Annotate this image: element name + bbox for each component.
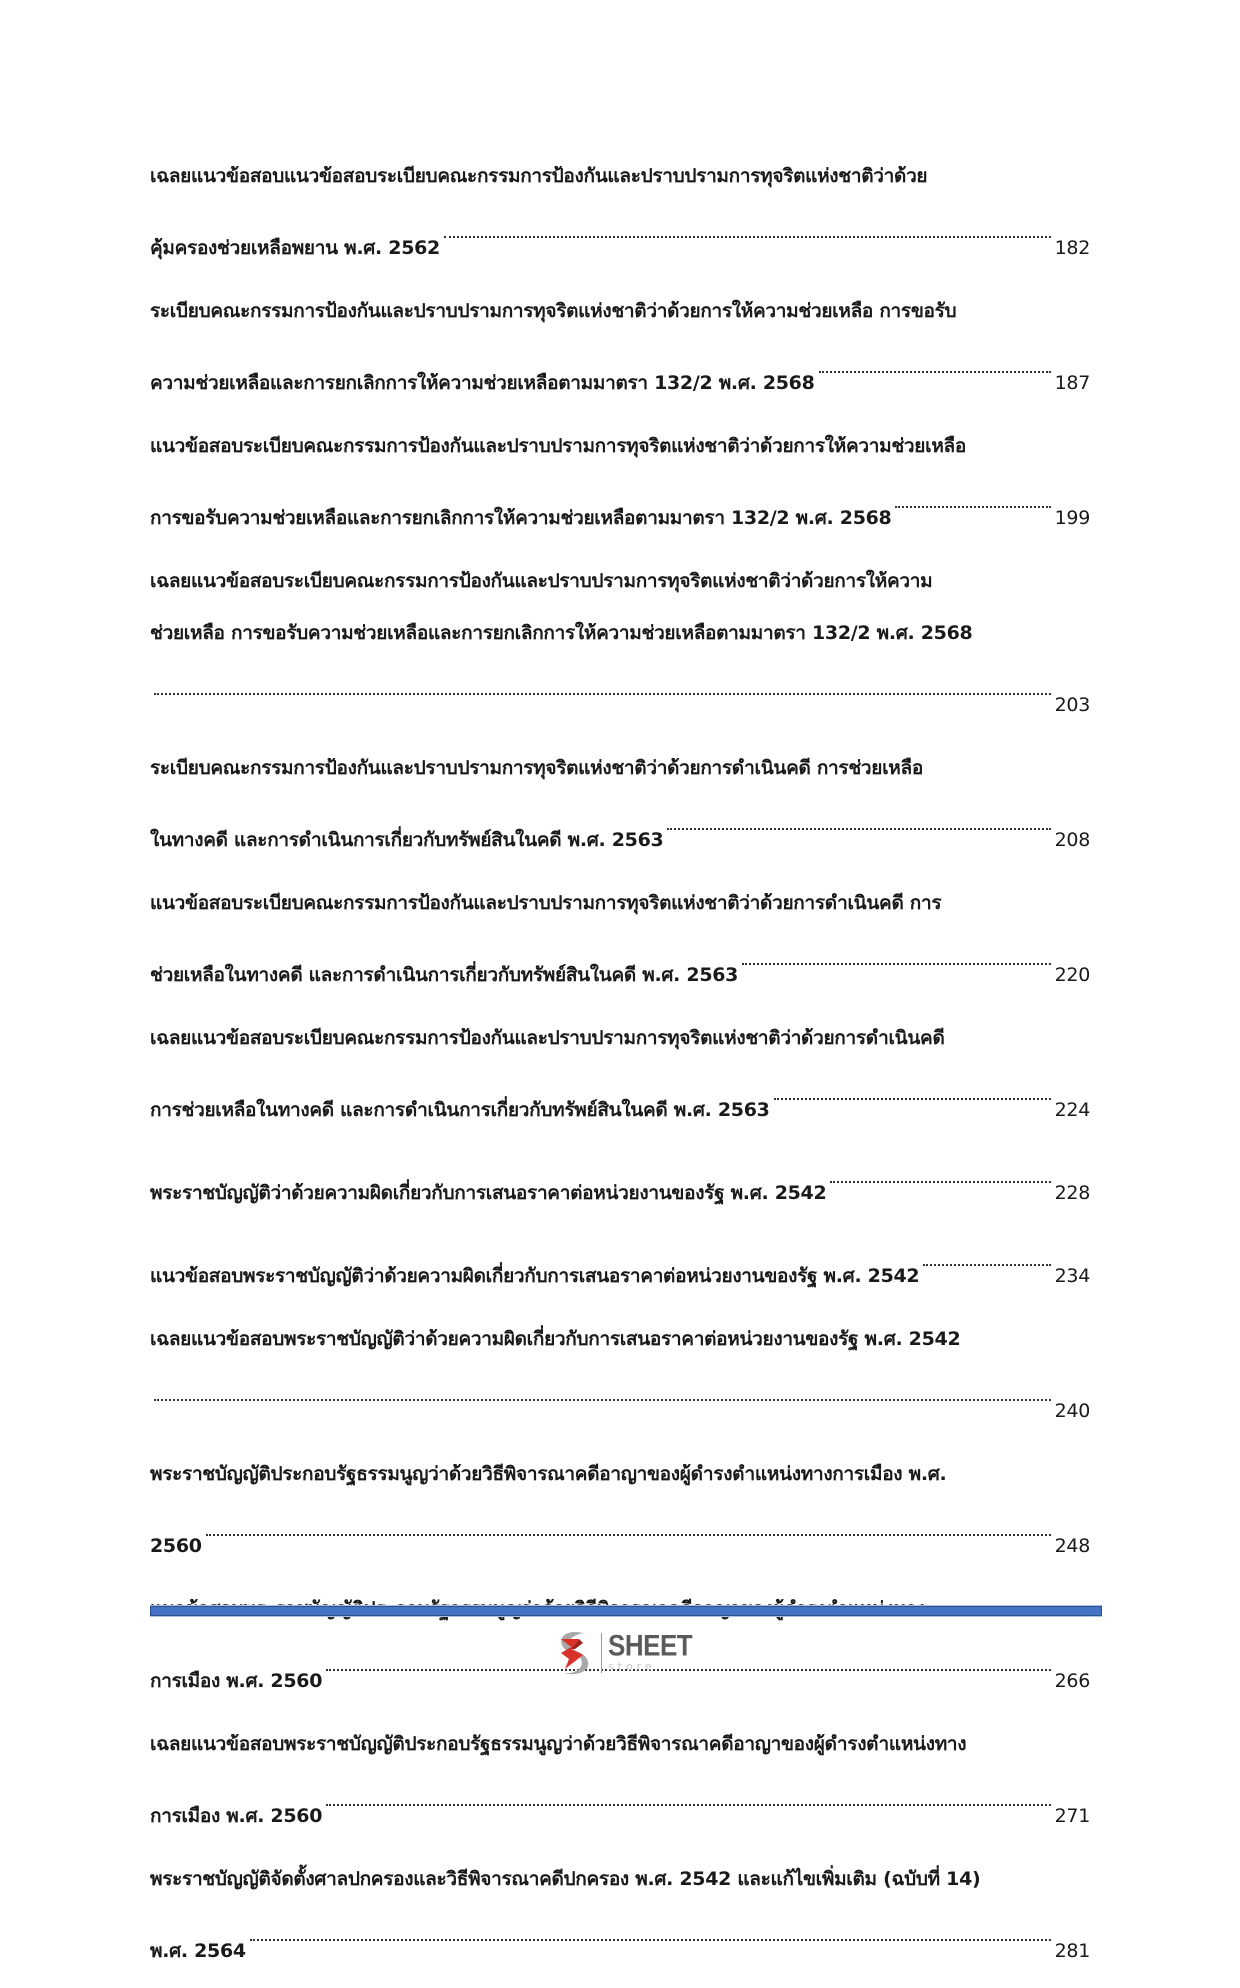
toc-entry-title-line: 2560 xyxy=(150,1535,202,1557)
toc-page-number: 228 xyxy=(1054,1182,1090,1204)
toc-entry[interactable] xyxy=(150,420,1090,529)
toc-entry-title-line: ระเบียบคณะกรรมการป้องกันและปราบปรามการทุจริตแห่งชาติว่าด้วยการให้ความช่วยเหลือ การขอรับ xyxy=(150,300,957,322)
toc-entry-last-line xyxy=(150,1365,1090,1422)
footer-divider-bar xyxy=(150,1606,1102,1616)
toc-page-number: 182 xyxy=(1054,237,1090,259)
toc-entry-last-line xyxy=(150,659,1090,716)
dot-leader xyxy=(326,1770,1051,1822)
toc-entry-title-line: เฉลยแนวข้อสอบระเบียบคณะกรรมการป้องกันและปราบปรามการทุจริตแห่งชาติว่าด้วยการดำเนินคดี xyxy=(150,1027,945,1049)
toc-entry-title-line: คุ้มครองช่วยเหลือพยาน พ.ศ. 2562 xyxy=(150,237,440,259)
toc-entry[interactable] xyxy=(150,1313,1090,1422)
toc-entry-title-line: ช่วยเหลือ การขอรับความช่วยเหลือและการยกเลิกการให้ความช่วยเหลือตามมาตรา 132/2 พ.ศ. 2568 xyxy=(150,622,973,644)
toc-entry[interactable] xyxy=(150,150,1090,259)
toc-entry-title-line: พ.ศ. 2564 xyxy=(150,1940,246,1962)
toc-page-number: 224 xyxy=(1054,1099,1090,1121)
toc-entry-title-line: พระราชบัญญัติประกอบรัฐธรรมนูญว่าด้วยวิธีพิจารณาคดีอาญาของผู้ดำรงตำแหน่งทางการเมือง พ.ศ. xyxy=(150,1463,947,1485)
toc-entry-title-line: พระราชบัญญัติจัดตั้งศาลปกครองและวิธีพิจารณาคดีปกครอง พ.ศ. 2542 และแก้ไขเพิ่มเติม (ฉบับที่ 14) xyxy=(150,1868,981,1890)
dot-leader xyxy=(830,1147,1050,1199)
toc-entry[interactable] xyxy=(150,1448,1090,1557)
toc-entry-last-line xyxy=(150,1230,1090,1287)
toc-entry[interactable] xyxy=(150,1012,1090,1121)
toc-entry-title-line: แนวข้อสอบพระราชบัญญัติว่าด้วยความผิดเกี่ยวกับการเสนอราคาต่อหน่วยงานของรัฐ พ.ศ. 2542 xyxy=(150,1265,920,1287)
toc-entry[interactable] xyxy=(150,285,1090,394)
sheet-store-logo xyxy=(553,1628,692,1678)
toc-entry[interactable] xyxy=(150,1147,1090,1204)
toc-entry-title-line: ความช่วยเหลือและการยกเลิกการให้ความช่วยเหลือตามมาตรา 132/2 พ.ศ. 2568 xyxy=(150,372,815,394)
dot-leader xyxy=(923,1230,1050,1282)
toc-entry-last-line xyxy=(150,472,1090,529)
dot-leader xyxy=(774,1064,1051,1116)
toc-entry-title-line: ในทางคดี และการดำเนินการเกี่ยวกับทรัพย์สินในคดี พ.ศ. 2563 xyxy=(150,829,664,851)
dot-leader xyxy=(742,929,1051,981)
toc-entry[interactable] xyxy=(150,555,1090,716)
toc-entry-last-line xyxy=(150,794,1090,851)
toc-entry-title-line: แนวข้อสอบระเบียบคณะกรรมการป้องกันและปราบปรามการทุจริตแห่งชาติว่าด้วยการดำเนินคดี การ xyxy=(150,892,942,914)
toc-page-number: 281 xyxy=(1054,1940,1090,1962)
toc-entry-title-line: เฉลยแนวข้อสอบแนวข้อสอบระเบียบคณะกรรมการป้องกันและปราบปรามการทุจริตแห่งชาติว่าด้วย xyxy=(150,165,928,187)
dot-leader xyxy=(444,202,1051,254)
dot-leader xyxy=(895,472,1050,524)
toc-entry[interactable] xyxy=(150,742,1090,851)
toc-page-number: 248 xyxy=(1054,1535,1090,1557)
toc-entry-last-line xyxy=(150,202,1090,259)
toc-entry-title-line: การเมือง พ.ศ. 2560 xyxy=(150,1670,323,1692)
toc-page-number: 187 xyxy=(1054,372,1090,394)
toc-entry-last-line xyxy=(150,1500,1090,1557)
toc-entry-title-line: เฉลยแนวข้อสอบพระราชบัญญัติว่าด้วยความผิดเกี่ยวกับการเสนอราคาต่อหน่วยงานของรัฐ พ.ศ. 2542 xyxy=(150,1328,961,1350)
toc-entry-last-line xyxy=(150,929,1090,986)
toc-page-number: 240 xyxy=(1054,1400,1090,1422)
logo-sub-text: store xyxy=(608,1660,656,1673)
dot-leader xyxy=(154,659,1051,711)
toc-entry[interactable] xyxy=(150,1230,1090,1287)
toc-entry[interactable] xyxy=(150,1718,1090,1827)
toc-entry-last-line xyxy=(150,1064,1090,1121)
toc-entry-title-line: เฉลยแนวข้อสอบระเบียบคณะกรรมการป้องกันและปราบปรามการทุจริตแห่งชาติว่าด้วยการให้ความ xyxy=(150,570,933,592)
toc-entry[interactable] xyxy=(150,1853,1090,1962)
toc-entry-title-line: ช่วยเหลือในทางคดี และการดำเนินการเกี่ยวกับทรัพย์สินในคดี พ.ศ. 2563 xyxy=(150,964,739,986)
toc-page-number: 199 xyxy=(1054,507,1090,529)
s-logo-icon xyxy=(553,1629,597,1677)
dot-leader xyxy=(250,1905,1051,1957)
table-of-contents xyxy=(150,150,1090,1988)
toc-entry-title-line: ระเบียบคณะกรรมการป้องกันและปราบปรามการทุจริตแห่งชาติว่าด้วยการดำเนินคดี การช่วยเหลือ xyxy=(150,757,923,779)
toc-entry-last-line xyxy=(150,1905,1090,1962)
toc-entry-last-line xyxy=(150,1770,1090,1827)
toc-entry-title-line: การเมือง พ.ศ. 2560 xyxy=(150,1805,323,1827)
toc-page-number: 208 xyxy=(1054,829,1090,851)
toc-page-number: 271 xyxy=(1054,1805,1090,1827)
toc-entry-title-line: เฉลยแนวข้อสอบพระราชบัญญัติประกอบรัฐธรรมนูญว่าด้วยวิธีพิจารณาคดีอาญาของผู้ดำรงตำแหน่งทาง xyxy=(150,1733,967,1755)
toc-entry-last-line xyxy=(150,1147,1090,1204)
toc-entry-title-line: การขอรับความช่วยเหลือและการยกเลิกการให้ความช่วยเหลือตามมาตรา 132/2 พ.ศ. 2568 xyxy=(150,507,892,529)
dot-leader xyxy=(819,337,1051,389)
toc-entry[interactable] xyxy=(150,877,1090,986)
toc-entry-title-line: การช่วยเหลือในทางคดี และการดำเนินการเกี่ยวกับทรัพย์สินในคดี พ.ศ. 2563 xyxy=(150,1099,770,1121)
toc-page-number: 266 xyxy=(1054,1670,1090,1692)
toc-page-number: 220 xyxy=(1054,964,1090,986)
toc-entry-last-line xyxy=(150,337,1090,394)
dot-leader xyxy=(154,1365,1051,1417)
toc-entry-title-line: พระราชบัญญัติว่าด้วยความผิดเกี่ยวกับการเสนอราคาต่อหน่วยงานของรัฐ พ.ศ. 2542 xyxy=(150,1182,827,1204)
dot-leader xyxy=(667,794,1050,846)
toc-page-number: 234 xyxy=(1054,1265,1090,1287)
logo-brand-text: SHEET xyxy=(608,1627,693,1663)
dot-leader xyxy=(206,1500,1051,1552)
toc-entry-title-line: แนวข้อสอบระเบียบคณะกรรมการป้องกันและปราบปรามการทุจริตแห่งชาติว่าด้วยการให้ความช่วยเหลือ xyxy=(150,435,967,457)
logo-divider xyxy=(601,1633,602,1673)
toc-page-number: 203 xyxy=(1054,694,1090,716)
logo-text xyxy=(608,1627,693,1673)
